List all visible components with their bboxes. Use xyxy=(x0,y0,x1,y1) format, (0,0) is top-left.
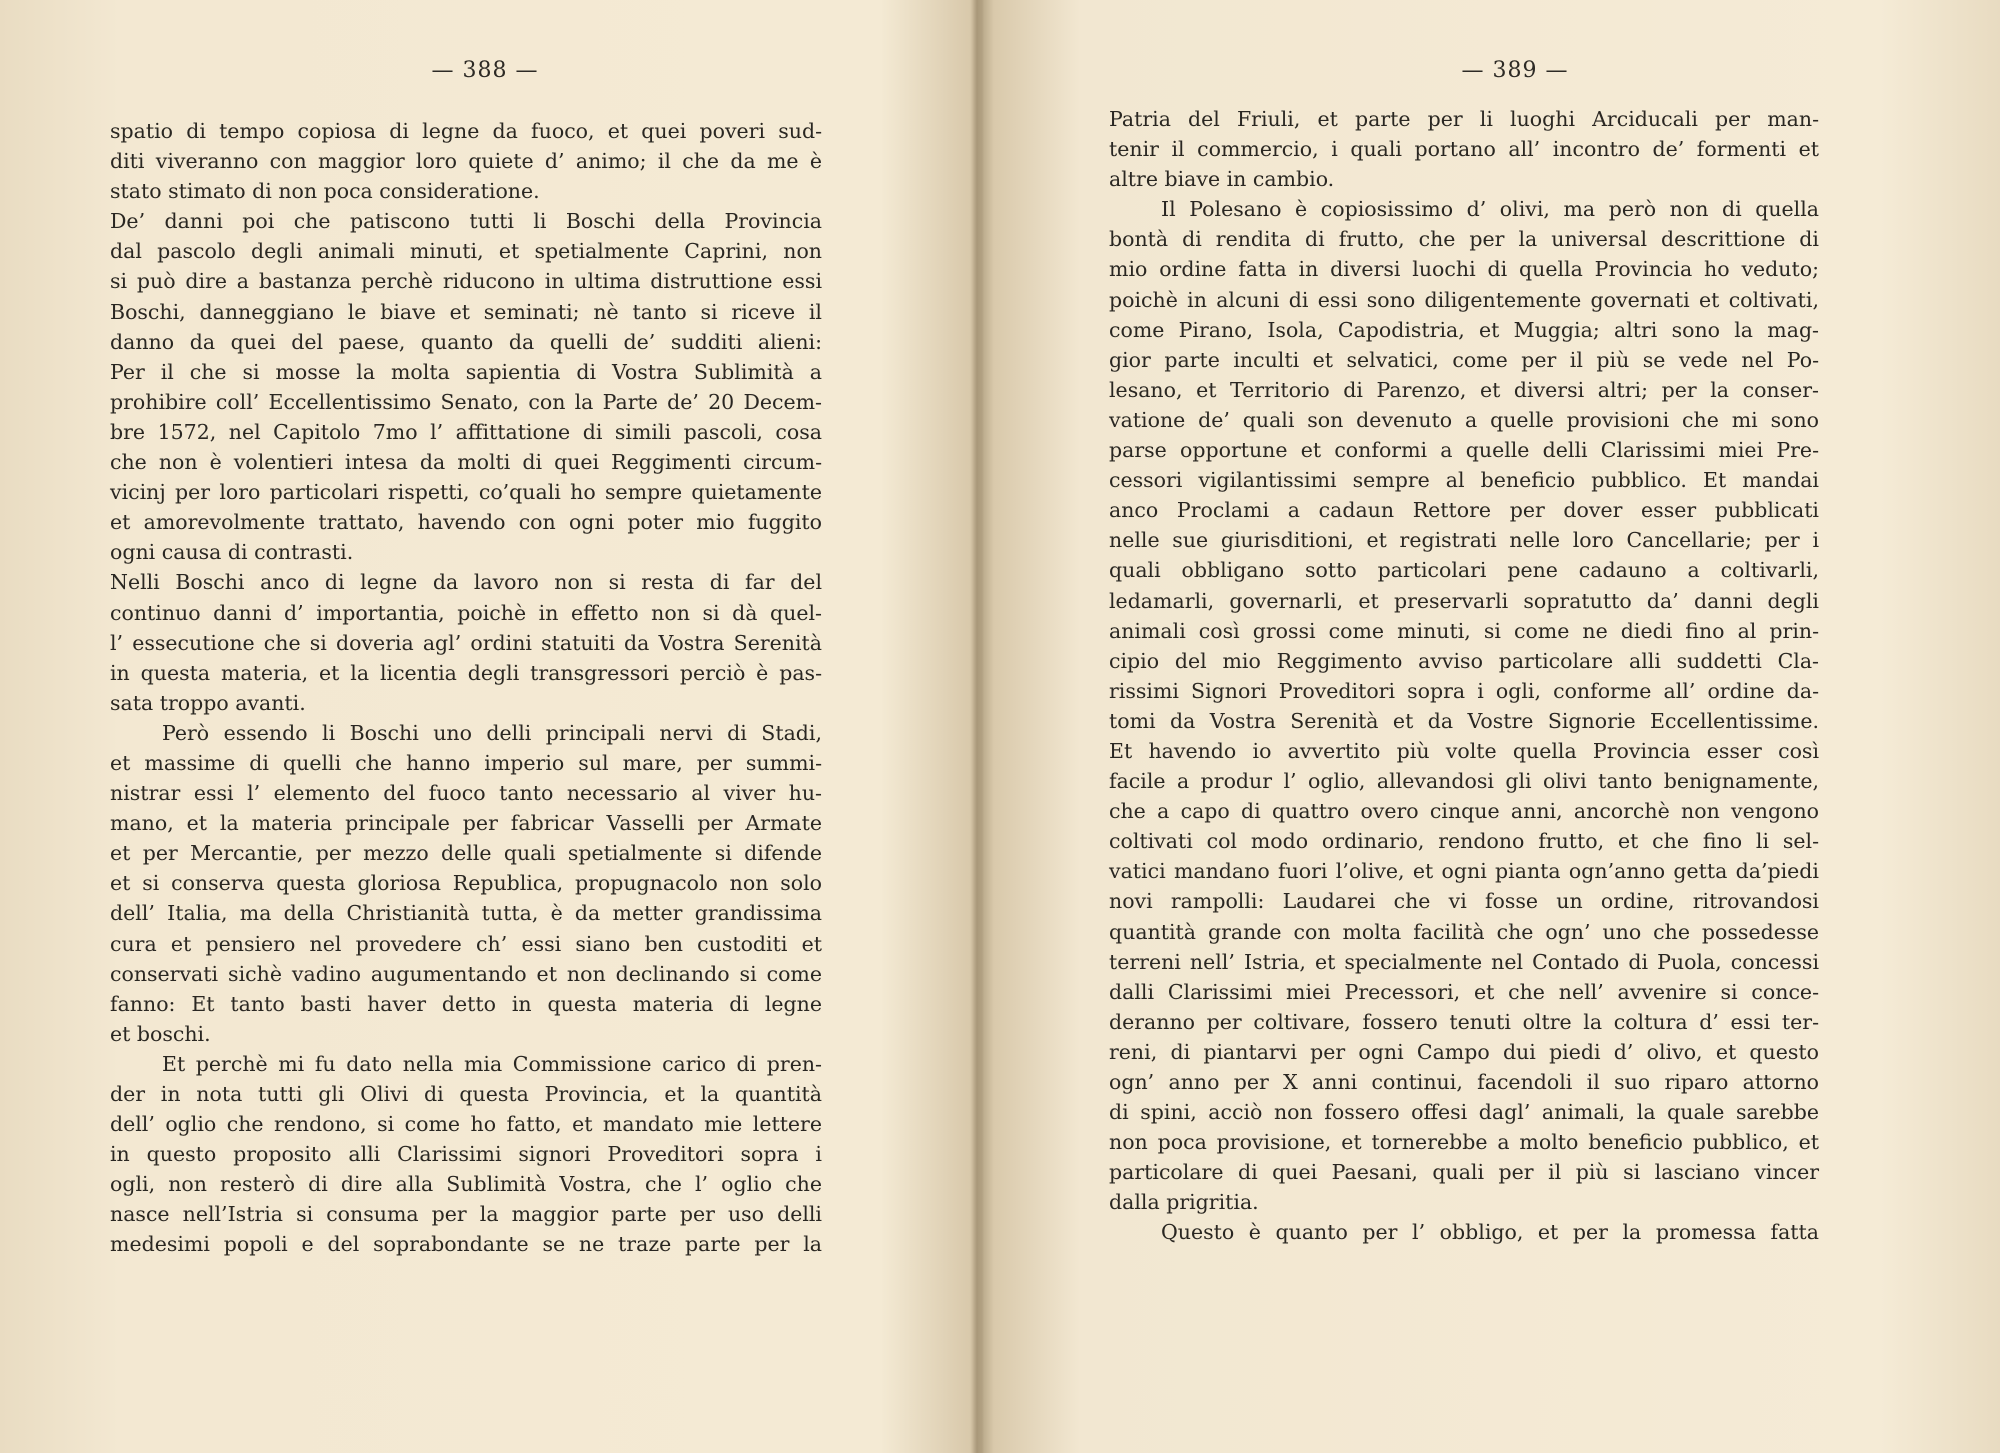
text-line: mio ordine fatta in diversi luochi di quella Provincia ho veduto; xyxy=(1109,257,1819,282)
text-line: vatici mandano fuori l’olive, et ogni pianta ogn’anno getta da’piedi xyxy=(1109,859,1819,884)
text-line: Questo è quanto per l’ obbligo, et per la promessa fatta xyxy=(1161,1220,1819,1245)
text-line: Per il che si mosse la molta sapientia di Vostra Sublimità a xyxy=(110,359,822,384)
text-line: reni, di piantarvi per ogni Campo dui piedi d’ olivo, et questo xyxy=(1109,1039,1819,1064)
text-line: mano, et la materia principale per fabricar Vasselli per Armate xyxy=(110,811,822,836)
text-line: Il Polesano è copiosissimo d’ olivi, ma però non di quella xyxy=(1161,197,1819,222)
text-line: Nelli Boschi anco di legne da lavoro non si resta di far del xyxy=(110,570,822,595)
text-line: tenir il commercio, i quali portano all’ incontro de’ formenti et xyxy=(1109,137,1819,162)
text-line: continuo danni d’ importantia, poichè in effetto non si dà quel- xyxy=(110,600,822,625)
text-line: Et havendo io avvertito più volte quella Provincia esser così xyxy=(1109,738,1819,763)
left-page-text xyxy=(110,116,822,1260)
text-line: si può dire a bastanza perchè riducono in ultima distruttione essi xyxy=(110,269,822,294)
text-line: lesano, et Territorio di Parenzo, et diversi altri; per la conser- xyxy=(1109,377,1819,402)
text-line: medesimi popoli e del soprabondante se ne traze parte per la xyxy=(110,1232,822,1257)
text-line: in questo proposito alli Clarissimi signori Proveditori sopra i xyxy=(110,1142,822,1167)
text-line: ogn’ anno per X anni continui, facendoli il suo riparo attorno xyxy=(1109,1070,1819,1094)
text-line: stato stimato di non poca consideratione. xyxy=(110,179,540,204)
text-line: in questa materia, et la licentia degli transgressori perciò è pas- xyxy=(110,660,822,685)
text-line: novi rampolli: Laudarei che vi fosse un ordine, ritrovandosi xyxy=(1109,889,1819,914)
text-line: quantità grande con molta facilità che ogn’ uno che possedesse xyxy=(1109,919,1819,944)
text-line: nistrar essi l’ elemento del fuoco tanto necessario al viver hu- xyxy=(110,781,822,806)
text-line: Et perchè mi fu dato nella mia Commissione carico di pren- xyxy=(162,1051,822,1076)
page-number-right: — 389 — xyxy=(1461,58,1569,83)
text-line: cura et pensiero nel provedere ch’ essi siano ben custoditi et xyxy=(110,931,822,956)
text-line: et amorevolmente trattato, havendo con ogni poter mio fuggito xyxy=(110,510,822,535)
text-line: nelle sue giurisditioni, et registrati nelle loro Cancellarie; per i xyxy=(1109,528,1819,553)
text-line: poichè in alcuni di essi sono diligentemente governati et coltivati, xyxy=(1109,287,1819,312)
text-line: bontà di rendita di frutto, che per la universal descrittione di xyxy=(1109,227,1819,252)
text-line: come Pirano, Isola, Capodistria, et Muggia; altri sono la mag- xyxy=(1109,317,1819,342)
text-line: cessori vigilantissimi sempre al beneficio pubblico. Et mandai xyxy=(1109,468,1819,493)
text-line: cipio del mio Reggimento avviso particolare alli suddetti Cla- xyxy=(1109,648,1819,673)
text-line: bre 1572, nel Capitolo 7mo l’ affittatione di simili pascoli, cosa xyxy=(110,419,822,444)
text-line: ogli, non resterò di dire alla Sublimità Vostra, che l’ oglio che xyxy=(110,1172,822,1197)
text-line: anco Proclami a cadaun Rettore per dover esser pubblicati xyxy=(1109,498,1819,523)
text-line: particolare di quei Paesani, quali per il più si lasciano vincer xyxy=(1109,1160,1819,1185)
text-line: facile a produr l’ oglio, allevandosi gli olivi tanto benignamente, xyxy=(1109,769,1819,794)
text-line: Boschi, danneggiano le biave et seminati; nè tanto si riceve il xyxy=(110,299,822,324)
text-line: altre biave in cambio. xyxy=(1109,167,1335,192)
text-line: non poca provisione, et tornerebbe a molto beneficio pubblico, et xyxy=(1109,1130,1819,1155)
text-line: ogni causa di contrasti. xyxy=(110,540,354,565)
right-page-text xyxy=(1109,104,1819,1248)
text-line: dalla prigritia. xyxy=(1109,1190,1259,1215)
text-line: che a capo di quattro overo cinque anni, ancorchè non vengono xyxy=(1109,799,1819,824)
text-line: danno da quei del paese, quanto da quelli de’ sudditi alieni: xyxy=(110,329,822,354)
text-line: et massime di quelli che hanno imperio sul mare, per summi- xyxy=(110,750,822,775)
left-page xyxy=(0,0,975,1453)
text-line: der in nota tutti gli Olivi di questa Provincia, et la quantità xyxy=(110,1082,822,1106)
text-line: fanno: Et tanto basti haver detto in questa materia di legne xyxy=(110,991,822,1016)
text-line: et boschi. xyxy=(110,1021,211,1046)
text-line: et per Mercantie, per mezzo delle quali spetialmente si difende xyxy=(110,841,822,866)
text-line: di spini, acciò non fossero offesi dagl’ animali, la quale sarebbe xyxy=(1109,1100,1819,1125)
text-line: ledamarli, governarli, et preservarli sopratutto da’ danni degli xyxy=(1109,588,1819,613)
text-line: prohibire coll’ Eccellentissimo Senato, con la Parte de’ 20 Decem- xyxy=(110,389,822,414)
text-line: De’ danni poi che patiscono tutti li Boschi della Provincia xyxy=(110,209,822,234)
text-line: l’ essecutione che si doveria agl’ ordini statuiti da Vostra Serenità xyxy=(110,630,822,655)
text-line: coltivati col modo ordinario, rendono frutto, et che fino li sel- xyxy=(1109,829,1819,854)
text-line: dal pascolo degli animali minuti, et spetialmente Caprini, non xyxy=(110,239,822,264)
text-line: gior parte inculti et selvatici, come per il più se vede nel Po- xyxy=(1109,347,1819,372)
text-line: spatio di tempo copiosa di legne da fuoco, et quei poveri sud- xyxy=(110,119,822,143)
text-line: rissimi Signori Proveditori sopra i ogli, conforme all’ ordine da- xyxy=(1109,678,1819,703)
text-line: terreni nell’ Istria, et specialmente nel Contado di Puola, concessi xyxy=(1109,949,1819,974)
text-line: vatione de’ quali son devenuto a quelle provisioni che mi sono xyxy=(1109,407,1819,432)
text-line: Però essendo li Boschi uno delli principali nervi di Stadi, xyxy=(162,720,822,745)
text-line: et si conserva questa gloriosa Republica, propugnacolo non solo xyxy=(110,871,822,896)
text-line: quali obbligano sotto particolari pene cadauno a coltivarli, xyxy=(1109,558,1819,583)
text-line: dalli Clarissimi miei Precessori, et che nell’ avvenire si conce- xyxy=(1109,979,1819,1004)
page-number-left: — 388 — xyxy=(431,58,539,83)
text-line: sata troppo avanti. xyxy=(110,690,306,715)
text-line: che non è volentieri intesa da molti di quei Reggimenti circum- xyxy=(110,450,822,475)
right-page xyxy=(985,0,2000,1453)
text-line: dell’ oglio che rendono, si come ho fatto, et mandato mie lettere xyxy=(110,1112,822,1137)
text-line: tomi da Vostra Serenità et da Vostre Signorie Eccellentissime. xyxy=(1109,708,1819,733)
text-line: nasce nell’Istria si consuma per la maggior parte per uso delli xyxy=(110,1202,822,1227)
text-line: deranno per coltivare, fossero tenuti oltre la coltura d’ essi ter- xyxy=(1109,1009,1819,1034)
text-line: vicinj per loro particolari rispetti, co’quali ho sempre quietamente xyxy=(110,480,822,505)
text-line: conservati sichè vadino augumentando et non declinando si come xyxy=(110,961,822,986)
text-line: diti viveranno con maggior loro quiete d’ animo; il che da me è xyxy=(110,149,822,174)
text-line: animali così grossi come minuti, si come ne diedi fino al prin- xyxy=(1109,618,1819,643)
text-line: dell’ Italia, ma della Christianità tutta, è da metter grandissima xyxy=(110,901,822,926)
text-line: Patria del Friuli, et parte per li luoghi Arciducali per man- xyxy=(1109,107,1819,131)
text-line: parse opportune et conformi a quelle delli Clarissimi miei Pre- xyxy=(1109,438,1819,463)
